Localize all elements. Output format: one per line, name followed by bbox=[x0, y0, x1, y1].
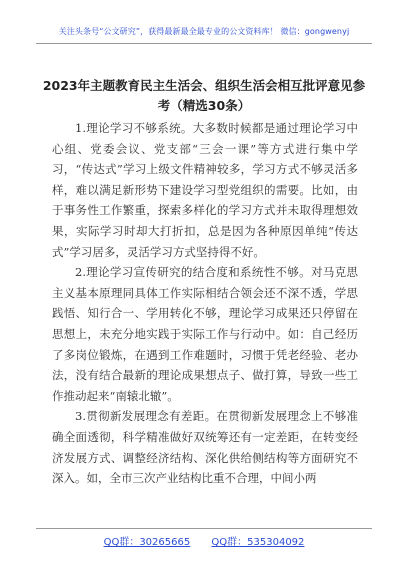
qq-group-link-2[interactable]: QQ群：535304092 bbox=[211, 537, 305, 548]
paragraph-3: 3.贯彻新发展理念有差距。在贯彻新发展理念上不够准确全面透彻，科学精准做好双统筹还有一定差距，在转变经济发展方式、调整经济结构、深化供给侧结构等方面研究不深入。如，全市三次产业结构比重不合理，中间小两 bbox=[52, 409, 358, 486]
promo-banner: 关注头条号“公文研究”，获得最新最全最专业的公文资料库！ 微信：gongwenyj bbox=[58, 27, 350, 36]
qq-group-link-1[interactable]: QQ群：30265665 bbox=[103, 537, 191, 548]
document-title-continued: 考（精选30条） bbox=[157, 98, 251, 113]
document-body bbox=[52, 118, 358, 489]
header-divider bbox=[36, 43, 372, 44]
footer-divider bbox=[36, 528, 372, 529]
document-title: 2023年主题教育民主生活会、组织生活会相互批评意见参 bbox=[42, 78, 366, 93]
footer-contact bbox=[0, 533, 408, 548]
paragraph-2: 2.理论学习宣传研究的结合度和系统性不够。对马克思主义基本原理同具体工作实际相结合领会还不深不透，学思践悟、知行合一、学用转化不够，理论学习成果还只停留在思想上，未充分地实践于实际工作与行动中。如：自己经历了多岗位锻炼，在遇到工作难题时，习惯于凭老经验、老办法，没有结合最新的理论成果想点子、做打算，导致一些工作推动起来“南辕北辙”。 bbox=[52, 265, 358, 403]
paragraph-1: 1.理论学习不够系统。大多数时候都是通过理论学习中心组、党委会议、党支部“三会一课”等方式进行集中学习，“传达式”学习上级文件精神较多，学习方式不够灵活多样，难以满足新形势下建设学习型党组织的需要。比如，由于事务性工作繁重，探索多样化的学习方式并未取得理想效果，实际学习时却大打折扣，总是因为各种原因单纯“传达式”学习居多，灵活学习方式坚持得不好。 bbox=[52, 121, 358, 259]
